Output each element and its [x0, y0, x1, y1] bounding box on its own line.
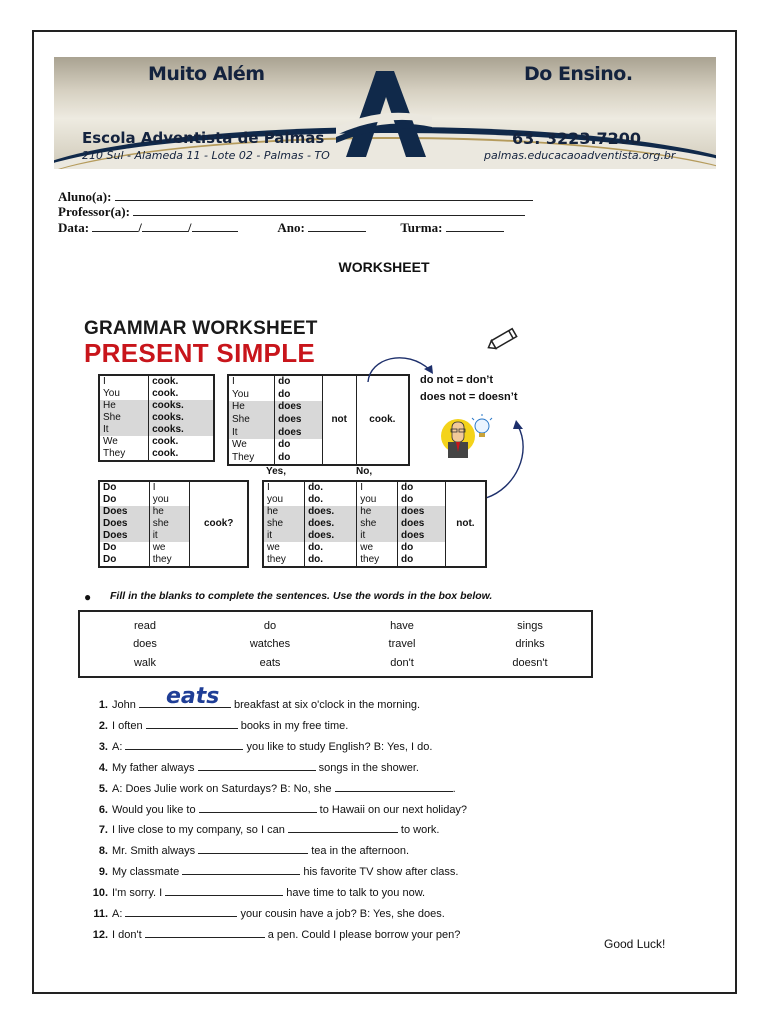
word-option: travel [388, 638, 416, 650]
aux-cell: do [275, 439, 323, 452]
pronoun-cell: it [149, 530, 190, 542]
pronoun-cell: he [357, 506, 398, 518]
word-option: does [133, 638, 157, 650]
verb-cell: cook. [356, 375, 409, 465]
question-number: 3. [98, 740, 108, 753]
answer-blank[interactable] [198, 761, 316, 771]
year-label: Ano: [277, 220, 305, 235]
question-text: tea in the afternoon. [308, 845, 410, 858]
verb-cell: cook. [149, 375, 214, 388]
closing-text: Good Luck! [604, 937, 666, 951]
aux-cell: Do [103, 542, 117, 553]
pronoun-cell: she [263, 518, 305, 530]
aux-cell: does [275, 401, 323, 414]
question-number: 8. [98, 845, 108, 858]
aux-cell: do [275, 451, 323, 465]
pronoun-cell: I [149, 481, 190, 494]
table-row [99, 388, 214, 400]
school-website: palmas.educacaoadventista.org.br [484, 149, 676, 162]
question-number: 6. [98, 803, 108, 816]
short-answer-table [262, 480, 487, 568]
question-item [88, 740, 432, 753]
pronoun-cell: they [267, 554, 286, 565]
answer-blank[interactable] [145, 928, 265, 938]
grammar-subtitle: PRESENT SIMPLE [84, 338, 316, 368]
question-text: John [112, 699, 139, 711]
aux-cell: does [398, 530, 446, 542]
answer-blank[interactable] [198, 844, 308, 854]
pronoun-cell: It [228, 426, 275, 439]
question-text: My classmate [112, 866, 183, 879]
question-number: 5. [98, 782, 108, 795]
aux-cell: Do [103, 554, 117, 565]
verb-cell: cook. [149, 388, 214, 400]
word-option: watches [249, 638, 291, 650]
pronoun-cell: She [99, 412, 149, 424]
word-option: sings [517, 620, 543, 632]
word-option: do [263, 620, 277, 632]
aux-cell: does. [305, 506, 357, 518]
question-item [88, 886, 425, 899]
question-item [88, 823, 439, 836]
word-option: read [133, 620, 157, 632]
aux-cell: do. [305, 494, 357, 506]
question-number: 12. [92, 928, 108, 941]
aux-cell: does [275, 414, 323, 427]
question-item [88, 865, 458, 878]
question-text: breakfast at six o'clock in the morning. [230, 699, 421, 711]
answer-blank[interactable] [199, 803, 317, 813]
not-cell: not [322, 375, 356, 465]
answer-blank[interactable] [146, 719, 238, 729]
word-option: eats [259, 657, 281, 669]
question-item [88, 761, 419, 774]
date-year-class-row [58, 220, 504, 236]
class-field[interactable] [446, 221, 504, 232]
no-label: No, [356, 466, 373, 477]
table-row [99, 481, 248, 494]
answer-blank[interactable] [335, 782, 453, 792]
answer-blank[interactable] [288, 823, 398, 833]
word-option: walk [133, 657, 156, 669]
aux-cell: Does [99, 518, 149, 530]
school-address: 210 Sul - Alameda 11 - Lote 02 - Palmas - TO [82, 149, 330, 162]
date-month-field[interactable] [142, 221, 188, 232]
not-cell: not. [445, 481, 486, 567]
pronoun-cell: they [357, 554, 398, 567]
word-option: drinks [515, 638, 545, 650]
question-number: 2. [98, 719, 108, 732]
word-box [78, 610, 593, 678]
question-text: your cousin have a job? B: Yes, she does. [237, 908, 445, 920]
student-field[interactable] [58, 189, 533, 205]
aux-cell: does. [305, 518, 357, 530]
question-text: Mr. Smith always [112, 845, 199, 858]
question-text: My father always [112, 761, 198, 774]
pronoun-cell: We [103, 436, 118, 447]
table-row [99, 448, 214, 461]
pronoun-cell: It [99, 424, 149, 436]
word-option: don't [390, 657, 414, 669]
pronoun-cell: I [232, 376, 235, 388]
aux-cell: does [275, 426, 323, 439]
pronoun-cell: you [149, 494, 190, 506]
pronoun-cell: You [232, 388, 249, 400]
student-label: Aluno(a): [58, 189, 112, 204]
class-label: Turma: [400, 220, 443, 235]
affirmative-table [98, 374, 215, 462]
question-table [98, 480, 249, 568]
verb-cell: cook? [190, 481, 248, 567]
negative-table [227, 374, 410, 466]
verb-cell: cooks. [149, 424, 214, 436]
aux-cell: do [398, 554, 446, 567]
answer-blank[interactable] [125, 740, 243, 750]
pronoun-cell: you [357, 494, 398, 506]
handwritten-answer: eats [166, 684, 220, 709]
aux-cell: Does [99, 506, 149, 518]
question-text: A: [112, 740, 126, 753]
pronoun-cell: She [228, 414, 275, 427]
table-row [99, 412, 214, 424]
date-separator: / [187, 220, 192, 235]
pronoun-cell: I [103, 376, 106, 387]
table-row [99, 436, 214, 448]
question-text: I often [112, 719, 146, 732]
question-item [88, 782, 456, 795]
question-text: I'm sorry. I [112, 887, 166, 900]
table-row [263, 481, 486, 494]
question-number: 4. [98, 761, 108, 774]
pronoun-cell: I [267, 482, 270, 493]
verb-cell: cooks. [149, 412, 214, 424]
pronoun-cell: he [149, 506, 190, 518]
aux-cell: do [275, 375, 323, 389]
school-logo-icon [334, 67, 434, 162]
pronoun-cell: it [263, 530, 305, 542]
verb-cell: cook. [149, 448, 214, 461]
question-text: to Hawaii on our next holiday? [316, 803, 468, 816]
yes-label: Yes, [266, 466, 287, 477]
question-text: I don't [112, 928, 145, 941]
teacher-idea-icon [438, 414, 494, 460]
question-text: songs in the shower. [315, 761, 419, 774]
word-option: have [390, 620, 414, 632]
aux-cell: does. [305, 530, 357, 542]
pronoun-cell: they [149, 554, 190, 567]
question-text: I live close to my company, so I can [112, 824, 288, 837]
contraction-rule: do not = don’t [420, 374, 494, 386]
answer-blank[interactable] [125, 907, 237, 917]
question-number: 7. [98, 824, 108, 837]
pencil-icon [486, 322, 526, 354]
answer-blank[interactable] [182, 865, 300, 875]
question-text: . [452, 782, 456, 795]
word-option: doesn't [512, 657, 548, 669]
pronoun-cell: you [267, 494, 284, 505]
question-text: a pen. Could I please borrow your pen? [264, 928, 461, 941]
pronoun-cell: we [149, 542, 190, 554]
slogan-left: Muito Além [148, 63, 265, 85]
aux-cell: does [398, 518, 446, 530]
aux-cell: do [398, 542, 446, 554]
aux-cell: do. [305, 481, 357, 494]
table-row [99, 424, 214, 436]
pronoun-cell: We [232, 439, 247, 451]
date-label: Data: [58, 220, 90, 235]
aux-cell: do. [305, 554, 357, 567]
date-year-field[interactable] [192, 221, 238, 232]
question-text: A: [112, 908, 126, 920]
slogan-right: Do Ensino. [524, 63, 633, 85]
teacher-label: Professor(a): [58, 204, 130, 219]
question-item [88, 928, 460, 941]
aux-cell: Does [99, 530, 149, 542]
aux-cell: does [398, 506, 446, 518]
question-text: you like to study English? B: Yes, I do. [243, 740, 433, 753]
question-number: 1. [98, 699, 108, 711]
arrow-icon [360, 348, 440, 384]
teacher-field[interactable] [58, 204, 525, 220]
question-text: to work. [397, 824, 440, 837]
question-text: A: Does Julie work on Saturdays? B: No, she [112, 782, 335, 795]
verb-cell: cook. [149, 436, 214, 448]
verb-cell: cooks. [149, 400, 214, 412]
pronoun-cell: she [357, 518, 398, 530]
date-separator: / [138, 220, 142, 235]
aux-cell: do [398, 494, 446, 506]
question-item [88, 803, 467, 816]
page-title: WORKSHEET [338, 259, 430, 275]
grammar-title: GRAMMAR WORKSHEET [84, 318, 318, 339]
aux-cell: do [398, 481, 446, 494]
aux-cell: do [275, 389, 323, 402]
pronoun-cell: He [99, 400, 149, 412]
question-item [88, 719, 348, 732]
pronoun-cell: He [228, 401, 275, 414]
question-text: his favorite TV show after class. [300, 866, 459, 879]
question-text: Would you like to [112, 803, 199, 816]
table-row [99, 375, 214, 388]
question-text: have time to talk to you now. [283, 887, 426, 900]
pronoun-cell: You [103, 388, 120, 399]
pronoun-cell: she [149, 518, 190, 530]
instruction-text: Fill in the blanks to complete the sentences. Use the words in the box below. [110, 590, 493, 602]
school-phone: 63. 3223.7200 [512, 129, 642, 148]
answer-blank[interactable] [165, 886, 283, 896]
question-item [88, 907, 445, 920]
pronoun-cell: we [267, 542, 280, 553]
date-day-field[interactable] [92, 221, 138, 232]
pronoun-cell: They [232, 451, 255, 463]
pronoun-cell: he [263, 506, 305, 518]
aux-cell: do. [305, 542, 357, 554]
pronoun-cell: I [357, 481, 398, 494]
year-field[interactable] [308, 221, 366, 232]
question-item [88, 844, 409, 857]
table-row [99, 400, 214, 412]
aux-cell: Do [103, 482, 117, 493]
question-item [88, 698, 420, 711]
pronoun-cell: They [103, 448, 126, 459]
bullet: ● [84, 590, 92, 604]
question-text: books in my free time. [237, 719, 349, 732]
question-number: 9. [98, 866, 108, 879]
question-number: 11. [93, 908, 108, 920]
school-header-banner [54, 57, 716, 169]
pronoun-cell: it [357, 530, 398, 542]
pronoun-cell: we [357, 542, 398, 554]
school-name: Escola Adventista de Palmas [82, 129, 325, 147]
contraction-rule: does not = doesn’t [420, 391, 518, 403]
question-number: 10. [92, 887, 108, 900]
aux-cell: Do [103, 494, 117, 505]
